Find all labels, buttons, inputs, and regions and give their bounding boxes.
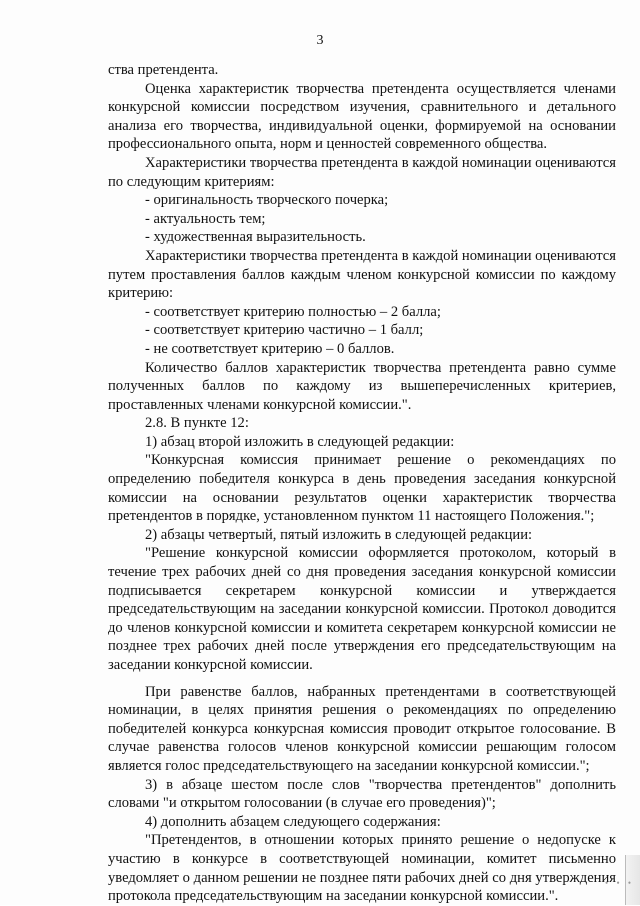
paragraph-quote-protocol: "Решение конкурсной комиссии оформляется протоколом, который в течение трех рабочих дней со дня проведения заседания конкурсной комиссии подписывается секретарем конкурсной комиссии и утверждается председательствующим на заседании конкурсной комиссии. Протокол доводится до членов конкурсной комиссии и комитета секретарем конкурсной комиссии не позднее трех рабочих дней после утверждения его председательствующим на заседании конкурсной комиссии. <box>108 545 616 673</box>
page-number: 3 <box>316 33 324 48</box>
paragraph-score-sum: Количество баллов характеристик творчества претендента равно сумме полученных баллов по каждому из вышеперечисленных критериев, проставленных членами конкурсной комиссии.". <box>108 359 616 413</box>
paragraph-item-4: 4) дополнить абзацем следующего содержания: <box>145 813 441 830</box>
criteria-item-originality: - оригинальность творческого почерка; <box>145 192 389 209</box>
criteria-item-relevance: - актуальность тем; <box>145 210 266 227</box>
criteria-item-expressiveness: - художественная выразительность. <box>145 229 366 246</box>
paragraph-item-2: 2) абзацы четвертый, пятый изложить в следующей редакции: <box>145 526 533 543</box>
score-item-partial: - соответствует критерию частично – 1 балл; <box>145 322 424 339</box>
paragraph-criteria-intro: Характеристики творчества претендента в каждой номинации оцениваются по следующим критериям: <box>108 154 616 190</box>
paragraph-evaluation: Оценка характеристик творчества претендента осуществляется членами конкурсной комиссии посредством изучения, сравнительного и детального анализа его творчества, индивидуальной оценки, формируемой на основании профессионального опыта, норм и ценностей современного общества. <box>108 80 616 153</box>
document-body <box>108 61 616 906</box>
paragraph-scoring-intro: Характеристики творчества претендента в каждой номинации оцениваются путем проставления баллов каждым членом конкурсной комиссии по каждому критерию: <box>108 247 616 302</box>
scan-artifact: • • • <box>605 878 634 889</box>
paragraph-continuation: ства претендента. <box>108 62 219 78</box>
score-item-full: - соответствует критерию полностью – 2 балла; <box>145 303 441 320</box>
paragraph-equal-scores: При равенстве баллов, набранных претендентами в соответствующей номинации, в целях принятия решения о рекомендациях по определению победителей конкурса конкурсная комиссия проводит открытое голосование. В случае равенства голосов членов конкурсной комиссии решающим голосом является голос председательствующего на заседании конкурсной комиссии."; <box>108 683 616 774</box>
score-item-none: - не соответствует критерию – 0 баллов. <box>145 340 395 357</box>
paragraph-item-1: 1) абзац второй изложить в следующей редакции: <box>145 433 455 450</box>
paragraph-item-3: 3) в абзаце шестом после слов "творчества претендентов" дополнить словами "и открытом голосовании (в случае его проведения)"; <box>108 776 616 812</box>
paragraph-quote-notification: "Претендентов, в отношении которых принято решение о недопуске к участию в конкурсе в соответствующей номинации, комитет письменно уведомляет о данном решении не позднее пяти рабочих дней со дня утверждения протокола председательствующим на заседании конкурсной комиссии.". <box>108 832 616 905</box>
paragraph-quote-decision: "Конкурсная комиссия принимает решение о рекомендациях по определению победителя конкурса в день проведения заседания конкурсной комиссии на основании результатов оценки характеристик творчества претендентов в порядке, установленном пунктом 11 настоящего Положения."; <box>108 452 616 525</box>
paragraph-clause-2-8: 2.8. В пункте 12: <box>145 415 249 432</box>
